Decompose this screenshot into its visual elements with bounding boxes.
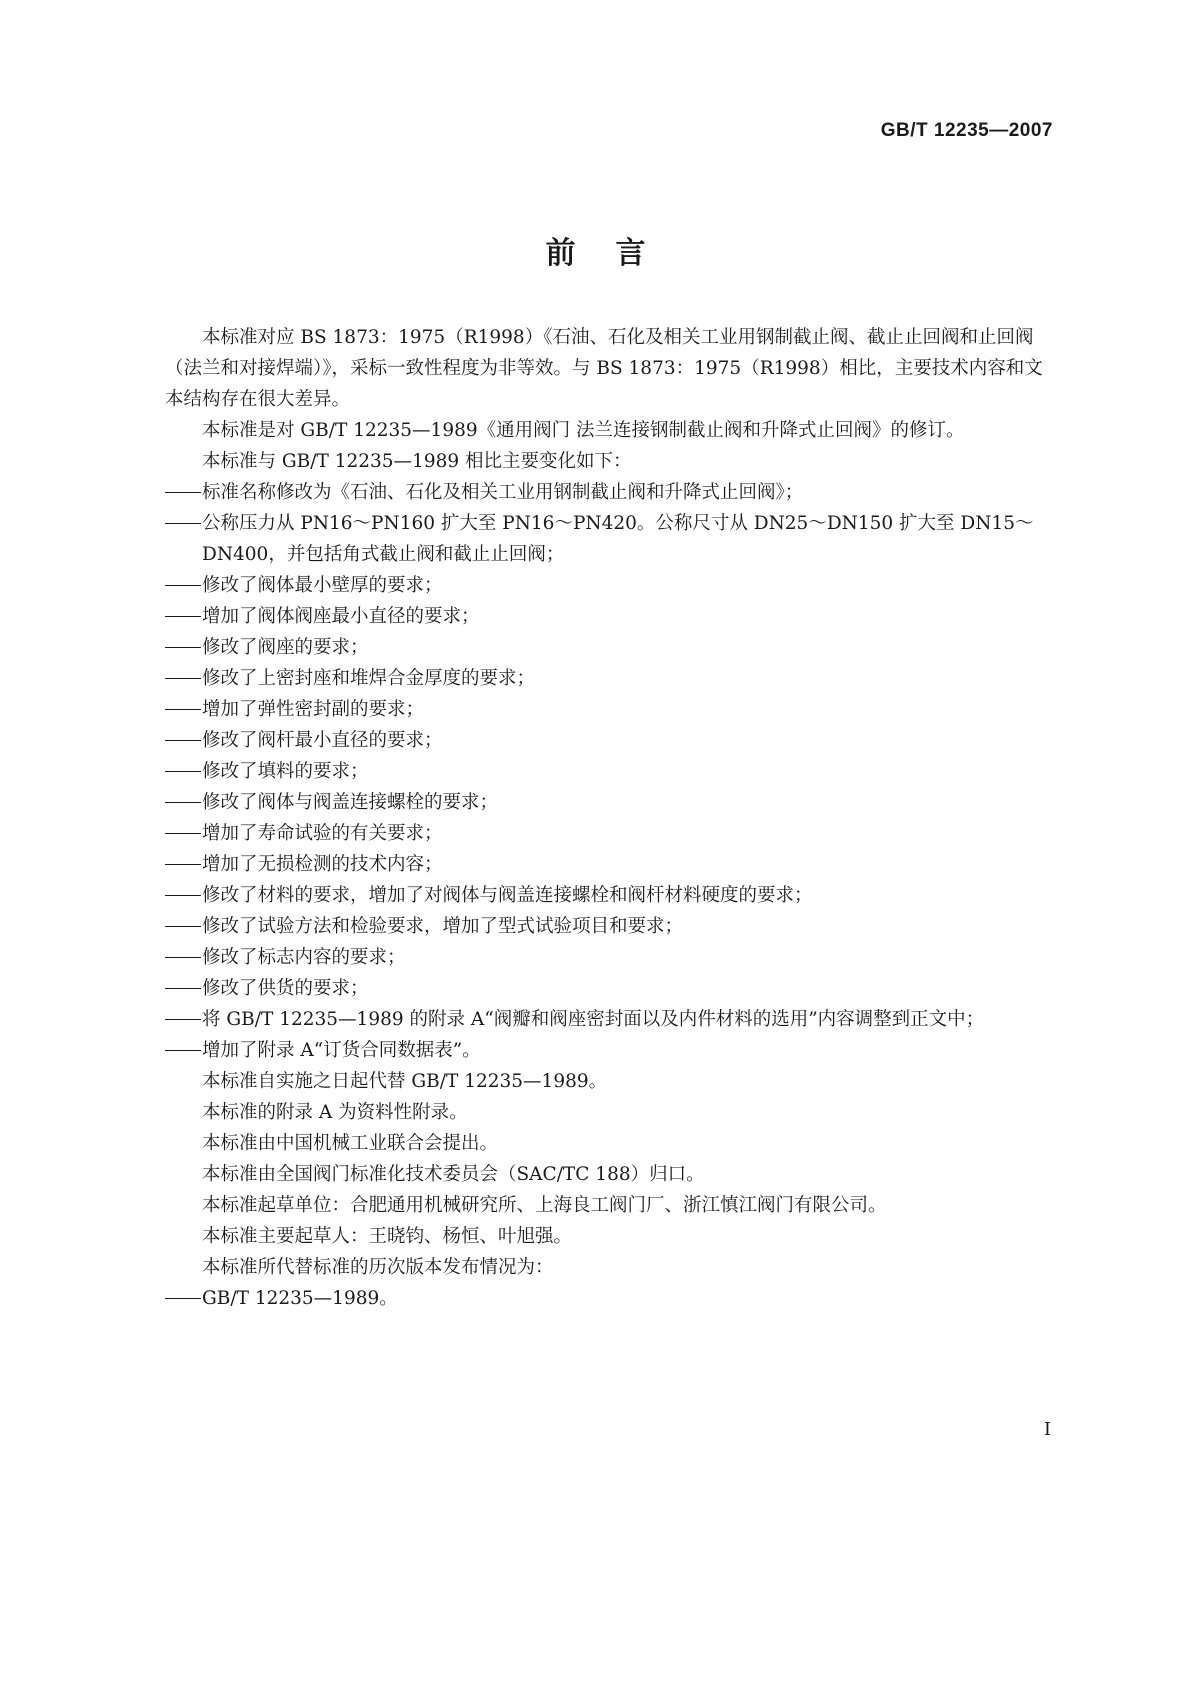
- list-item: 增加了弹性密封副的要求；: [165, 694, 1050, 725]
- dash-marker: [165, 756, 201, 787]
- list-item: 将 GB/T 12235—1989 的附录 A“阀瓣和阀座密封面以及内件材料的选用”内容调整到正文中；: [165, 1004, 1050, 1035]
- dash-marker: [165, 787, 201, 818]
- dash-marker: [165, 818, 201, 849]
- paragraph-intro: 本标准对应 BS 1873：1975（R1998）《石油、石化及相关工业用钢制截止阀、截止止回阀和止回阀（法兰和对接焊端）》，采标一致性程度为非等效。与 BS 1873：1975（R1998）相比，主要技术内容和文本结构存在很大差异。: [165, 327, 1043, 410]
- list-item: 修改了标志内容的要求；: [165, 942, 1050, 973]
- paragraph-replaces: 本标准自实施之日起代替 GB/T 12235—1989。: [202, 1071, 608, 1092]
- paragraph-proposer: 本标准由中国机械工业联合会提出。: [202, 1133, 499, 1154]
- paragraph-appendix: 本标准的附录 A 为资料性附录。: [202, 1102, 468, 1123]
- list-item: 标准名称修改为《石油、石化及相关工业用钢制截止阀和升降式止回阀》；: [165, 477, 1050, 508]
- page-title: 前言: [545, 236, 686, 271]
- dash-marker: [165, 880, 201, 911]
- list-item: 增加了无损检测的技术内容；: [165, 849, 1050, 880]
- list-item: 修改了阀体最小壁厚的要求；: [165, 570, 1050, 601]
- dash-marker: [165, 725, 201, 756]
- dash-marker: [165, 911, 201, 942]
- dash-marker: [165, 973, 201, 1004]
- paragraph-history-intro: 本标准所代替标准的历次版本发布情况为：: [202, 1257, 554, 1278]
- list-item: 公称压力从 PN16～PN160 扩大至 PN16～PN420。公称尺寸从 DN25～DN150 扩大至 DN15～DN400，并包括角式截止阀和截止止回阀；: [165, 508, 1050, 570]
- dash-marker: [165, 477, 201, 508]
- dash-marker: [165, 632, 201, 663]
- list-item: 修改了上密封座和堆焊合金厚度的要求；: [165, 663, 1050, 694]
- list-item: 修改了供货的要求；: [165, 973, 1050, 1004]
- history-list: [165, 1283, 1050, 1314]
- list-item: 修改了阀体与阀盖连接螺栓的要求；: [165, 787, 1050, 818]
- list-item: 修改了试验方法和检验要求，增加了型式试验项目和要求；: [165, 911, 1050, 942]
- list-item: 修改了材料的要求，增加了对阀体与阀盖连接螺栓和阀杆材料硬度的要求；: [165, 880, 1050, 911]
- standard-number: GB/T 12235—2007: [880, 120, 1053, 141]
- paragraph-committee: 本标准由全国阀门标准化技术委员会（SAC/TC 188）归口。: [202, 1164, 705, 1185]
- dash-marker: [165, 942, 201, 973]
- list-item: 增加了寿命试验的有关要求；: [165, 818, 1050, 849]
- dash-marker: [165, 1035, 201, 1066]
- paragraph-drafting-units: 本标准起草单位：合肥通用机械研究所、上海良工阀门厂、浙江慎江阀门有限公司。: [202, 1195, 887, 1216]
- list-item: 修改了阀杆最小直径的要求；: [165, 725, 1050, 756]
- dash-marker: [165, 849, 201, 880]
- dash-marker: [165, 1004, 201, 1035]
- dash-marker: [165, 1283, 201, 1314]
- dash-marker: [165, 694, 201, 725]
- list-item: GB/T 12235—1989。: [165, 1283, 1050, 1314]
- changes-list: [165, 477, 1050, 1066]
- list-item: 增加了阀体阀座最小直径的要求；: [165, 601, 1050, 632]
- dash-marker: [165, 570, 201, 601]
- document-body: [165, 322, 1050, 1314]
- list-item: 增加了附录 A“订货合同数据表”。: [165, 1035, 1050, 1066]
- dash-marker: [165, 508, 201, 539]
- dash-marker: [165, 663, 201, 694]
- paragraph-drafters: 本标准主要起草人：王晓钧、杨恒、叶旭强。: [202, 1226, 573, 1247]
- page-number: I: [1043, 1419, 1051, 1440]
- list-item: 修改了阀座的要求；: [165, 632, 1050, 663]
- list-item: 修改了填料的要求；: [165, 756, 1050, 787]
- paragraph-revision: 本标准是对 GB/T 12235—1989《通用阀门 法兰连接钢制截止阀和升降式止回阀》的修订。: [202, 420, 965, 441]
- paragraph-changes-intro: 本标准与 GB/T 12235—1989 相比主要变化如下：: [202, 451, 632, 472]
- dash-marker: [165, 601, 201, 632]
